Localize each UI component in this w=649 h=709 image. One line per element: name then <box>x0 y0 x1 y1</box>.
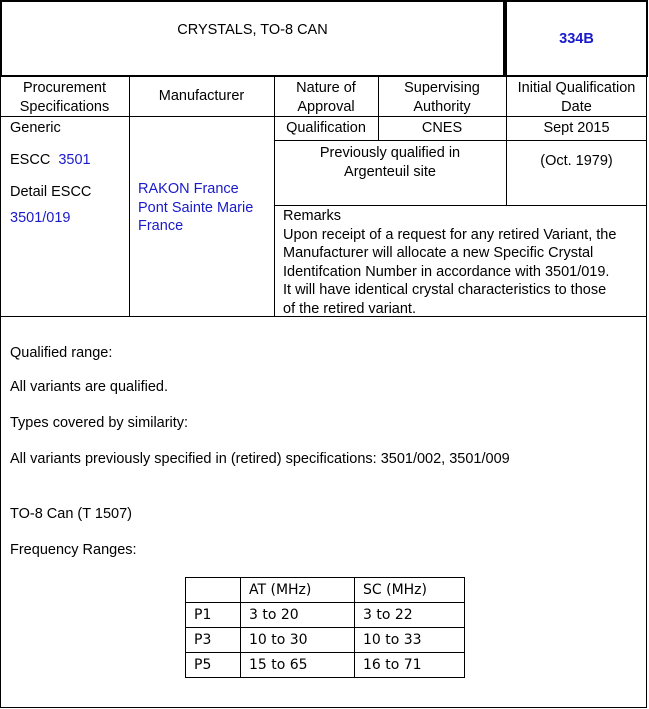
remarks-line: Manufacturer will allocate a new Specific Crystal <box>283 245 594 261</box>
document-title: CRYSTALS, TO-8 CAN <box>177 22 328 38</box>
grid-line <box>129 77 130 317</box>
header-initial-line2: Date <box>561 99 592 115</box>
grid-line <box>274 205 647 206</box>
table-cell: 16 to 71 <box>355 653 465 678</box>
date-value: Sept 2015 <box>543 120 610 136</box>
previous-site-line1: Previously qualified in <box>319 145 461 161</box>
header-title-box <box>0 0 505 77</box>
header-initial-line1: Initial Qualification <box>517 80 636 96</box>
header-nature-line1: Nature of <box>296 80 356 96</box>
table-cell: 10 to 30 <box>241 628 355 653</box>
header-nature-line2: Approval <box>297 99 355 115</box>
frequency-table <box>185 577 465 678</box>
remarks-block <box>283 207 643 318</box>
manufacturer-line1: RAKON France <box>138 181 239 197</box>
grid-line <box>274 140 647 141</box>
authority-value: CNES <box>421 120 463 136</box>
header-manufacturer: Manufacturer <box>158 88 245 104</box>
table-header-cell: SC (MHz) <box>355 578 465 603</box>
table-header-row <box>186 578 465 603</box>
escc-row <box>10 152 91 168</box>
header-procurement-line2: Specifications <box>19 99 110 115</box>
similarity-value: All variants previously specified in (retired) specifications: 3501/002, 3501/009 <box>10 451 510 467</box>
remarks-line: of the retired variant. <box>283 300 416 317</box>
detail-escc-label: Detail ESCC <box>10 184 92 200</box>
package-type: TO-8 Can (T 1507) <box>10 506 132 522</box>
table-header-cell <box>186 578 241 603</box>
manufacturer-name <box>138 180 253 236</box>
qualified-range-label: Qualified range: <box>10 345 113 361</box>
header-supervising-line1: Supervising <box>404 80 480 96</box>
table-row <box>186 653 465 678</box>
table-header-cell: AT (MHz) <box>241 578 355 603</box>
header-initial <box>506 79 647 117</box>
escc-label: ESCC <box>10 152 51 168</box>
similarity-label: Types covered by similarity: <box>10 415 189 431</box>
table-cell: 10 to 33 <box>355 628 465 653</box>
table-cell: P5 <box>186 653 241 678</box>
remarks-line: It will have identical crystal characteristics to those <box>283 282 607 298</box>
generic-label: Generic <box>10 120 61 136</box>
manufacturer-line2: Pont Sainte Marie <box>138 199 254 216</box>
table-cell: P1 <box>186 603 241 628</box>
table-row <box>186 603 465 628</box>
manufacturer-line3: France <box>138 218 184 234</box>
table-row <box>186 628 465 653</box>
frequency-label: Frequency Ranges: <box>10 542 137 558</box>
table-cell: 15 to 65 <box>241 653 355 678</box>
table-cell: 3 to 22 <box>355 603 465 628</box>
header-supervising <box>378 79 506 117</box>
header-supervising-line2: Authority <box>413 99 471 115</box>
table-cell: 3 to 20 <box>241 603 355 628</box>
detail-escc-number-link[interactable]: 3501/019 <box>10 210 71 226</box>
previous-site <box>274 144 506 181</box>
qualified-range-value: All variants are qualified. <box>10 379 168 395</box>
header-procurement <box>0 79 129 117</box>
remarks-title: Remarks <box>283 208 342 224</box>
document-code: 334B <box>559 31 594 47</box>
header-procurement-line1: Procurement <box>22 80 106 96</box>
table-cell: P3 <box>186 628 241 653</box>
previous-site-line2: Argenteuil site <box>344 163 436 180</box>
escc-number-link[interactable]: 3501 <box>58 152 91 168</box>
remarks-line: Identifcation Number in accordance with 3501/019. <box>283 263 610 280</box>
nature-value: Qualification <box>286 120 366 136</box>
previous-date: (Oct. 1979) <box>540 153 613 169</box>
remarks-line: Upon receipt of a request for any retired Variant, the <box>283 226 617 243</box>
header-nature <box>274 79 378 117</box>
